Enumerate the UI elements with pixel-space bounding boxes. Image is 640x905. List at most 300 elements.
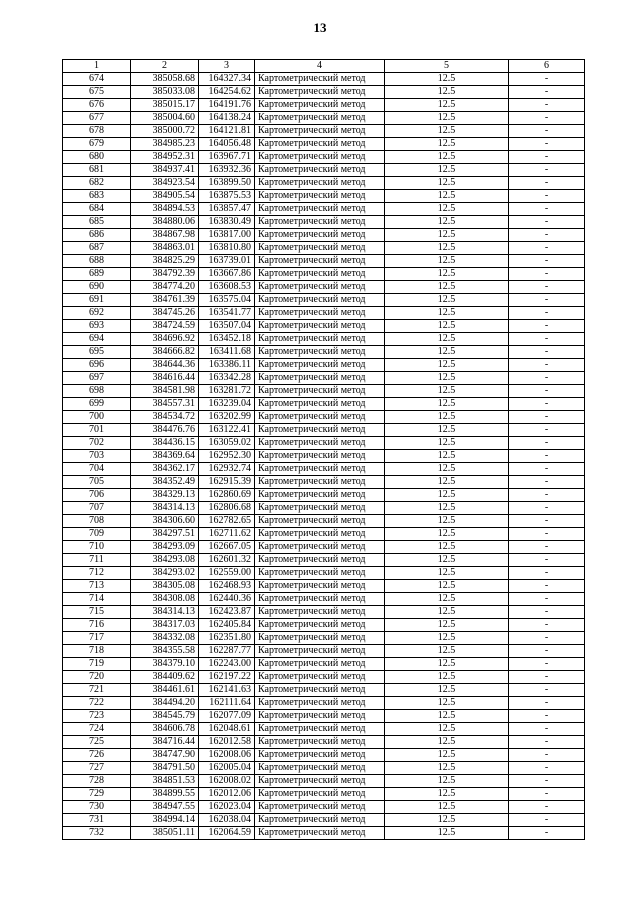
y-coordinate-cell: 164121.81 bbox=[199, 125, 255, 138]
accuracy-cell: 12.5 bbox=[385, 320, 509, 333]
method-cell: Картометрический метод bbox=[255, 762, 385, 775]
note-cell: - bbox=[509, 593, 585, 606]
table-row bbox=[63, 333, 585, 346]
table-row bbox=[63, 151, 585, 164]
table-row bbox=[63, 697, 585, 710]
note-cell: - bbox=[509, 632, 585, 645]
table-row bbox=[63, 606, 585, 619]
accuracy-cell: 12.5 bbox=[385, 619, 509, 632]
y-coordinate-cell: 162932.74 bbox=[199, 463, 255, 476]
note-cell: - bbox=[509, 125, 585, 138]
point-number-cell: 713 bbox=[63, 580, 131, 593]
table-row bbox=[63, 788, 585, 801]
y-coordinate-cell: 163817.00 bbox=[199, 229, 255, 242]
x-coordinate-cell: 384696.92 bbox=[131, 333, 199, 346]
method-cell: Картометрический метод bbox=[255, 307, 385, 320]
point-number-cell: 716 bbox=[63, 619, 131, 632]
point-number-cell: 689 bbox=[63, 268, 131, 281]
x-coordinate-cell: 385004.60 bbox=[131, 112, 199, 125]
page-number: 13 bbox=[313, 20, 327, 35]
table-row bbox=[63, 164, 585, 177]
point-number-cell: 723 bbox=[63, 710, 131, 723]
table-row bbox=[63, 73, 585, 86]
table-row bbox=[63, 385, 585, 398]
table-row bbox=[63, 268, 585, 281]
accuracy-cell: 12.5 bbox=[385, 255, 509, 268]
accuracy-cell: 12.5 bbox=[385, 554, 509, 567]
method-cell: Картометрический метод bbox=[255, 86, 385, 99]
y-coordinate-cell: 162711.62 bbox=[199, 528, 255, 541]
accuracy-cell: 12.5 bbox=[385, 567, 509, 580]
y-coordinate-cell: 162468.93 bbox=[199, 580, 255, 593]
method-cell: Картометрический метод bbox=[255, 606, 385, 619]
accuracy-cell: 12.5 bbox=[385, 580, 509, 593]
note-cell: - bbox=[509, 528, 585, 541]
x-coordinate-cell: 384557.31 bbox=[131, 398, 199, 411]
point-number-cell: 703 bbox=[63, 450, 131, 463]
method-cell: Картометрический метод bbox=[255, 580, 385, 593]
method-cell: Картометрический метод bbox=[255, 138, 385, 151]
x-coordinate-cell: 384745.26 bbox=[131, 307, 199, 320]
y-coordinate-cell: 163830.49 bbox=[199, 216, 255, 229]
method-cell: Картометрический метод bbox=[255, 827, 385, 840]
method-cell: Картометрический метод bbox=[255, 619, 385, 632]
x-coordinate-cell: 384379.10 bbox=[131, 658, 199, 671]
x-coordinate-cell: 384716.44 bbox=[131, 736, 199, 749]
x-coordinate-cell: 384293.09 bbox=[131, 541, 199, 554]
x-coordinate-cell: 384880.06 bbox=[131, 216, 199, 229]
note-cell: - bbox=[509, 827, 585, 840]
x-coordinate-cell: 384297.51 bbox=[131, 528, 199, 541]
x-coordinate-cell: 385000.72 bbox=[131, 125, 199, 138]
method-cell: Картометрический метод bbox=[255, 775, 385, 788]
point-number-cell: 683 bbox=[63, 190, 131, 203]
accuracy-cell: 12.5 bbox=[385, 684, 509, 697]
accuracy-cell: 12.5 bbox=[385, 73, 509, 86]
x-coordinate-cell: 384293.02 bbox=[131, 567, 199, 580]
note-cell: - bbox=[509, 86, 585, 99]
point-number-cell: 715 bbox=[63, 606, 131, 619]
header-row bbox=[63, 60, 585, 73]
accuracy-cell: 12.5 bbox=[385, 788, 509, 801]
note-cell: - bbox=[509, 580, 585, 593]
x-coordinate-cell: 384937.41 bbox=[131, 164, 199, 177]
accuracy-cell: 12.5 bbox=[385, 359, 509, 372]
point-number-cell: 710 bbox=[63, 541, 131, 554]
point-number-cell: 731 bbox=[63, 814, 131, 827]
x-coordinate-cell: 384545.79 bbox=[131, 710, 199, 723]
accuracy-cell: 12.5 bbox=[385, 645, 509, 658]
table-row bbox=[63, 229, 585, 242]
point-number-cell: 691 bbox=[63, 294, 131, 307]
point-number-cell: 679 bbox=[63, 138, 131, 151]
y-coordinate-cell: 162197.22 bbox=[199, 671, 255, 684]
table-row bbox=[63, 541, 585, 554]
x-coordinate-cell: 384947.55 bbox=[131, 801, 199, 814]
table-row bbox=[63, 684, 585, 697]
note-cell: - bbox=[509, 359, 585, 372]
x-coordinate-cell: 384851.53 bbox=[131, 775, 199, 788]
y-coordinate-cell: 162008.06 bbox=[199, 749, 255, 762]
x-coordinate-cell: 384476.76 bbox=[131, 424, 199, 437]
accuracy-cell: 12.5 bbox=[385, 658, 509, 671]
accuracy-cell: 12.5 bbox=[385, 411, 509, 424]
note-cell: - bbox=[509, 775, 585, 788]
table-row bbox=[63, 645, 585, 658]
table-row bbox=[63, 307, 585, 320]
method-cell: Картометрический метод bbox=[255, 73, 385, 86]
method-cell: Картометрический метод bbox=[255, 177, 385, 190]
table-row bbox=[63, 736, 585, 749]
accuracy-cell: 12.5 bbox=[385, 203, 509, 216]
x-coordinate-cell: 385058.68 bbox=[131, 73, 199, 86]
point-number-cell: 727 bbox=[63, 762, 131, 775]
y-coordinate-cell: 163899.50 bbox=[199, 177, 255, 190]
header-col-2: 2 bbox=[131, 60, 199, 73]
method-cell: Картометрический метод bbox=[255, 645, 385, 658]
note-cell: - bbox=[509, 112, 585, 125]
accuracy-cell: 12.5 bbox=[385, 307, 509, 320]
note-cell: - bbox=[509, 320, 585, 333]
note-cell: - bbox=[509, 190, 585, 203]
accuracy-cell: 12.5 bbox=[385, 372, 509, 385]
note-cell: - bbox=[509, 658, 585, 671]
accuracy-cell: 12.5 bbox=[385, 125, 509, 138]
coordinates-table bbox=[62, 59, 585, 840]
note-cell: - bbox=[509, 398, 585, 411]
x-coordinate-cell: 384905.54 bbox=[131, 190, 199, 203]
note-cell: - bbox=[509, 268, 585, 281]
point-number-cell: 729 bbox=[63, 788, 131, 801]
header-col-6: 6 bbox=[509, 60, 585, 73]
note-cell: - bbox=[509, 73, 585, 86]
accuracy-cell: 12.5 bbox=[385, 385, 509, 398]
y-coordinate-cell: 162111.64 bbox=[199, 697, 255, 710]
method-cell: Картометрический метод bbox=[255, 554, 385, 567]
accuracy-cell: 12.5 bbox=[385, 138, 509, 151]
point-number-cell: 705 bbox=[63, 476, 131, 489]
y-coordinate-cell: 162287.77 bbox=[199, 645, 255, 658]
y-coordinate-cell: 162667.05 bbox=[199, 541, 255, 554]
method-cell: Картометрический метод bbox=[255, 125, 385, 138]
table-row bbox=[63, 489, 585, 502]
accuracy-cell: 12.5 bbox=[385, 424, 509, 437]
y-coordinate-cell: 163342.28 bbox=[199, 372, 255, 385]
accuracy-cell: 12.5 bbox=[385, 489, 509, 502]
x-coordinate-cell: 384774.20 bbox=[131, 281, 199, 294]
x-coordinate-cell: 384332.08 bbox=[131, 632, 199, 645]
table-row bbox=[63, 619, 585, 632]
method-cell: Картометрический метод bbox=[255, 112, 385, 125]
table-row bbox=[63, 372, 585, 385]
accuracy-cell: 12.5 bbox=[385, 450, 509, 463]
note-cell: - bbox=[509, 749, 585, 762]
table-row bbox=[63, 359, 585, 372]
method-cell: Картометрический метод bbox=[255, 385, 385, 398]
y-coordinate-cell: 163452.18 bbox=[199, 333, 255, 346]
point-number-cell: 674 bbox=[63, 73, 131, 86]
table-row bbox=[63, 281, 585, 294]
note-cell: - bbox=[509, 697, 585, 710]
x-coordinate-cell: 384355.58 bbox=[131, 645, 199, 658]
note-cell: - bbox=[509, 515, 585, 528]
y-coordinate-cell: 162351.80 bbox=[199, 632, 255, 645]
accuracy-cell: 12.5 bbox=[385, 437, 509, 450]
y-coordinate-cell: 163667.86 bbox=[199, 268, 255, 281]
point-number-cell: 732 bbox=[63, 827, 131, 840]
note-cell: - bbox=[509, 424, 585, 437]
point-number-cell: 678 bbox=[63, 125, 131, 138]
y-coordinate-cell: 162405.84 bbox=[199, 619, 255, 632]
y-coordinate-cell: 162559.00 bbox=[199, 567, 255, 580]
y-coordinate-cell: 162008.02 bbox=[199, 775, 255, 788]
x-coordinate-cell: 384994.14 bbox=[131, 814, 199, 827]
accuracy-cell: 12.5 bbox=[385, 463, 509, 476]
point-number-cell: 728 bbox=[63, 775, 131, 788]
point-number-cell: 694 bbox=[63, 333, 131, 346]
point-number-cell: 695 bbox=[63, 346, 131, 359]
x-coordinate-cell: 384747.90 bbox=[131, 749, 199, 762]
point-number-cell: 677 bbox=[63, 112, 131, 125]
table-row bbox=[63, 125, 585, 138]
y-coordinate-cell: 163932.36 bbox=[199, 164, 255, 177]
x-coordinate-cell: 384985.23 bbox=[131, 138, 199, 151]
note-cell: - bbox=[509, 736, 585, 749]
note-cell: - bbox=[509, 307, 585, 320]
note-cell: - bbox=[509, 411, 585, 424]
y-coordinate-cell: 163967.71 bbox=[199, 151, 255, 164]
accuracy-cell: 12.5 bbox=[385, 541, 509, 554]
accuracy-cell: 12.5 bbox=[385, 99, 509, 112]
method-cell: Картометрический метод bbox=[255, 242, 385, 255]
x-coordinate-cell: 384952.31 bbox=[131, 151, 199, 164]
method-cell: Картометрический метод bbox=[255, 346, 385, 359]
method-cell: Картометрический метод bbox=[255, 723, 385, 736]
note-cell: - bbox=[509, 372, 585, 385]
table-row bbox=[63, 138, 585, 151]
x-coordinate-cell: 384409.62 bbox=[131, 671, 199, 684]
y-coordinate-cell: 162915.39 bbox=[199, 476, 255, 489]
table-row bbox=[63, 255, 585, 268]
accuracy-cell: 12.5 bbox=[385, 502, 509, 515]
point-number-cell: 688 bbox=[63, 255, 131, 268]
point-number-cell: 722 bbox=[63, 697, 131, 710]
method-cell: Картометрический метод bbox=[255, 359, 385, 372]
accuracy-cell: 12.5 bbox=[385, 515, 509, 528]
table-row bbox=[63, 424, 585, 437]
table-row bbox=[63, 593, 585, 606]
table-row bbox=[63, 671, 585, 684]
point-number-cell: 698 bbox=[63, 385, 131, 398]
method-cell: Картометрический метод bbox=[255, 632, 385, 645]
accuracy-cell: 12.5 bbox=[385, 229, 509, 242]
table-row bbox=[63, 515, 585, 528]
method-cell: Картометрический метод bbox=[255, 658, 385, 671]
note-cell: - bbox=[509, 814, 585, 827]
method-cell: Картометрический метод bbox=[255, 281, 385, 294]
x-coordinate-cell: 384534.72 bbox=[131, 411, 199, 424]
point-number-cell: 680 bbox=[63, 151, 131, 164]
note-cell: - bbox=[509, 554, 585, 567]
accuracy-cell: 12.5 bbox=[385, 801, 509, 814]
method-cell: Картометрический метод bbox=[255, 541, 385, 554]
accuracy-cell: 12.5 bbox=[385, 697, 509, 710]
point-number-cell: 708 bbox=[63, 515, 131, 528]
accuracy-cell: 12.5 bbox=[385, 814, 509, 827]
y-coordinate-cell: 162005.04 bbox=[199, 762, 255, 775]
y-coordinate-cell: 163739.01 bbox=[199, 255, 255, 268]
y-coordinate-cell: 163857.47 bbox=[199, 203, 255, 216]
x-coordinate-cell: 384314.13 bbox=[131, 606, 199, 619]
method-cell: Картометрический метод bbox=[255, 190, 385, 203]
method-cell: Картометрический метод bbox=[255, 450, 385, 463]
y-coordinate-cell: 162141.63 bbox=[199, 684, 255, 697]
x-coordinate-cell: 384791.50 bbox=[131, 762, 199, 775]
accuracy-cell: 12.5 bbox=[385, 177, 509, 190]
point-number-cell: 682 bbox=[63, 177, 131, 190]
point-number-cell: 700 bbox=[63, 411, 131, 424]
table-row bbox=[63, 580, 585, 593]
method-cell: Картометрический метод bbox=[255, 216, 385, 229]
point-number-cell: 685 bbox=[63, 216, 131, 229]
x-coordinate-cell: 384894.53 bbox=[131, 203, 199, 216]
method-cell: Картометрический метод bbox=[255, 489, 385, 502]
table-row bbox=[63, 398, 585, 411]
note-cell: - bbox=[509, 541, 585, 554]
note-cell: - bbox=[509, 164, 585, 177]
x-coordinate-cell: 384616.44 bbox=[131, 372, 199, 385]
accuracy-cell: 12.5 bbox=[385, 723, 509, 736]
note-cell: - bbox=[509, 177, 585, 190]
table-row bbox=[63, 749, 585, 762]
table-row bbox=[63, 437, 585, 450]
y-coordinate-cell: 164327.34 bbox=[199, 73, 255, 86]
point-number-cell: 690 bbox=[63, 281, 131, 294]
point-number-cell: 718 bbox=[63, 645, 131, 658]
note-cell: - bbox=[509, 450, 585, 463]
method-cell: Картометрический метод bbox=[255, 372, 385, 385]
table-row bbox=[63, 723, 585, 736]
point-number-cell: 704 bbox=[63, 463, 131, 476]
y-coordinate-cell: 163810.80 bbox=[199, 242, 255, 255]
accuracy-cell: 12.5 bbox=[385, 242, 509, 255]
table-row bbox=[63, 710, 585, 723]
method-cell: Картометрический метод bbox=[255, 736, 385, 749]
note-cell: - bbox=[509, 788, 585, 801]
note-cell: - bbox=[509, 203, 585, 216]
x-coordinate-cell: 384362.17 bbox=[131, 463, 199, 476]
accuracy-cell: 12.5 bbox=[385, 151, 509, 164]
table-row bbox=[63, 112, 585, 125]
y-coordinate-cell: 163541.77 bbox=[199, 307, 255, 320]
method-cell: Картометрический метод bbox=[255, 502, 385, 515]
x-coordinate-cell: 384867.98 bbox=[131, 229, 199, 242]
y-coordinate-cell: 164056.48 bbox=[199, 138, 255, 151]
y-coordinate-cell: 163386.11 bbox=[199, 359, 255, 372]
x-coordinate-cell: 384314.13 bbox=[131, 502, 199, 515]
note-cell: - bbox=[509, 385, 585, 398]
note-cell: - bbox=[509, 216, 585, 229]
method-cell: Картометрический метод bbox=[255, 567, 385, 580]
y-coordinate-cell: 163875.53 bbox=[199, 190, 255, 203]
table-row bbox=[63, 216, 585, 229]
note-cell: - bbox=[509, 281, 585, 294]
x-coordinate-cell: 384352.49 bbox=[131, 476, 199, 489]
point-number-cell: 711 bbox=[63, 554, 131, 567]
accuracy-cell: 12.5 bbox=[385, 632, 509, 645]
y-coordinate-cell: 162038.04 bbox=[199, 814, 255, 827]
point-number-cell: 709 bbox=[63, 528, 131, 541]
note-cell: - bbox=[509, 606, 585, 619]
point-number-cell: 699 bbox=[63, 398, 131, 411]
x-coordinate-cell: 384899.55 bbox=[131, 788, 199, 801]
accuracy-cell: 12.5 bbox=[385, 268, 509, 281]
x-coordinate-cell: 384606.78 bbox=[131, 723, 199, 736]
point-number-cell: 693 bbox=[63, 320, 131, 333]
point-number-cell: 697 bbox=[63, 372, 131, 385]
x-coordinate-cell: 384305.08 bbox=[131, 580, 199, 593]
accuracy-cell: 12.5 bbox=[385, 281, 509, 294]
table-header bbox=[63, 60, 585, 73]
method-cell: Картометрический метод bbox=[255, 801, 385, 814]
table-row bbox=[63, 528, 585, 541]
note-cell: - bbox=[509, 255, 585, 268]
accuracy-cell: 12.5 bbox=[385, 671, 509, 684]
y-coordinate-cell: 162601.32 bbox=[199, 554, 255, 567]
x-coordinate-cell: 384724.59 bbox=[131, 320, 199, 333]
table-row bbox=[63, 502, 585, 515]
method-cell: Картометрический метод bbox=[255, 463, 385, 476]
table-row bbox=[63, 762, 585, 775]
x-coordinate-cell: 385033.08 bbox=[131, 86, 199, 99]
y-coordinate-cell: 162077.09 bbox=[199, 710, 255, 723]
method-cell: Картометрический метод bbox=[255, 671, 385, 684]
y-coordinate-cell: 163059.02 bbox=[199, 437, 255, 450]
table-row bbox=[63, 814, 585, 827]
table-row bbox=[63, 99, 585, 112]
accuracy-cell: 12.5 bbox=[385, 333, 509, 346]
table-row bbox=[63, 320, 585, 333]
note-cell: - bbox=[509, 294, 585, 307]
x-coordinate-cell: 384461.61 bbox=[131, 684, 199, 697]
table-row bbox=[63, 827, 585, 840]
accuracy-cell: 12.5 bbox=[385, 749, 509, 762]
table-row bbox=[63, 801, 585, 814]
method-cell: Картометрический метод bbox=[255, 398, 385, 411]
y-coordinate-cell: 164254.62 bbox=[199, 86, 255, 99]
y-coordinate-cell: 162860.69 bbox=[199, 489, 255, 502]
point-number-cell: 696 bbox=[63, 359, 131, 372]
note-cell: - bbox=[509, 645, 585, 658]
accuracy-cell: 12.5 bbox=[385, 736, 509, 749]
header-col-1: 1 bbox=[63, 60, 131, 73]
note-cell: - bbox=[509, 138, 585, 151]
point-number-cell: 730 bbox=[63, 801, 131, 814]
accuracy-cell: 12.5 bbox=[385, 606, 509, 619]
y-coordinate-cell: 162440.36 bbox=[199, 593, 255, 606]
table-row bbox=[63, 346, 585, 359]
x-coordinate-cell: 384293.08 bbox=[131, 554, 199, 567]
note-cell: - bbox=[509, 723, 585, 736]
table-row bbox=[63, 294, 585, 307]
point-number-cell: 684 bbox=[63, 203, 131, 216]
table-row bbox=[63, 86, 585, 99]
note-cell: - bbox=[509, 99, 585, 112]
point-number-cell: 720 bbox=[63, 671, 131, 684]
y-coordinate-cell: 162952.30 bbox=[199, 450, 255, 463]
point-number-cell: 712 bbox=[63, 567, 131, 580]
y-coordinate-cell: 163239.04 bbox=[199, 398, 255, 411]
